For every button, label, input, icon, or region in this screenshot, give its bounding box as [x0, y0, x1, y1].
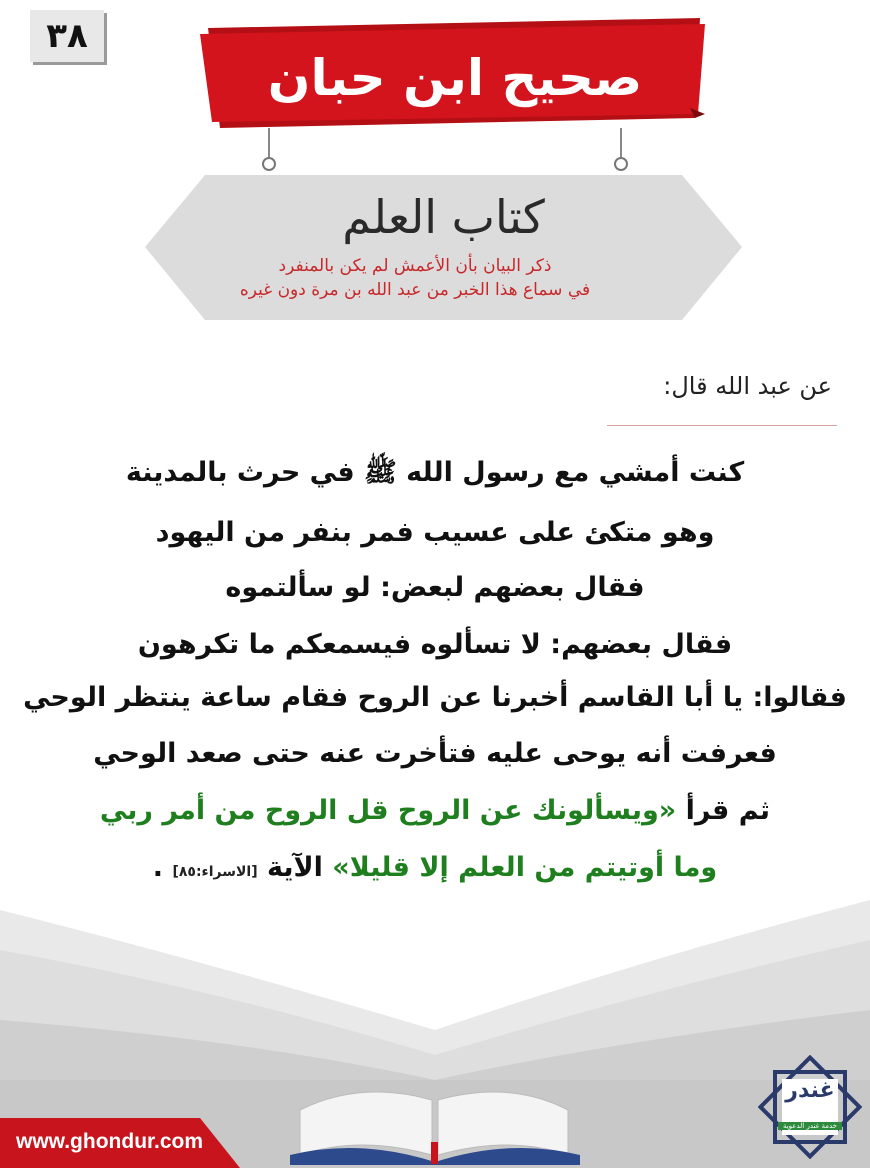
hadith-line-6: فعرفت أنه يوحى عليه فتأخرت عنه حتى صعد الوحي: [93, 738, 777, 769]
narrator-intro: عن عبد الله قال:: [663, 372, 832, 400]
quran-intro: ثم قرأ: [685, 795, 771, 826]
hadith-line-5: فقالوا: يا أبا القاسم أخبرنا عن الروح فقام ساعة ينتظر الوحي: [23, 682, 847, 713]
book-title: صحيح ابن حبان: [267, 49, 643, 107]
hanging-hook-left: [262, 128, 276, 172]
chapter-subtitle-line2: في سماع هذا الخبر من عبد الله بن مرة دون غيره: [239, 280, 591, 300]
logo-name: غندر: [785, 1078, 835, 1103]
end-mark: .: [152, 852, 164, 883]
hadith-line-4: فقال بعضهم: لا تسألوه فيسمعكم ما تكرهون: [137, 629, 733, 660]
chapter-subtitle-line1: ذكر البيان بأن الأعمش لم يكن بالمنفرد: [278, 256, 552, 276]
hadith-line-2: وهو متكئ على عسيب فمر بنفر من اليهود: [155, 517, 715, 548]
verse-reference: [الاسراء:٨٥]: [172, 864, 258, 880]
quran-verse-part2: وما أوتيتم من العلم إلا قليلا»: [332, 852, 718, 883]
quran-verse-part1: «ويسألونك عن الروح قل الروح من أمر ربي: [99, 795, 677, 826]
verse-suffix: الآية: [267, 852, 323, 883]
chapter-title: كتاب العلم: [342, 190, 545, 244]
logo-caption: خدمة غندر الدعوية: [778, 1122, 842, 1130]
hadith-line-1: كنت أمشي مع رسول الله ﷺ في حرث بالمدينة: [125, 457, 745, 488]
hadith-line-8: [20, 852, 850, 883]
hadith-line-3: فقال بعضهم لبعض: لو سألتموه: [225, 572, 645, 603]
ghondur-logo-icon: [758, 1055, 862, 1159]
hadith-line-7: [20, 795, 850, 826]
page-number: ٣٨: [30, 10, 104, 62]
divider: [607, 425, 837, 426]
hanging-hook-right: [614, 128, 628, 172]
website-link[interactable]: www.ghondur.com: [16, 1130, 204, 1153]
